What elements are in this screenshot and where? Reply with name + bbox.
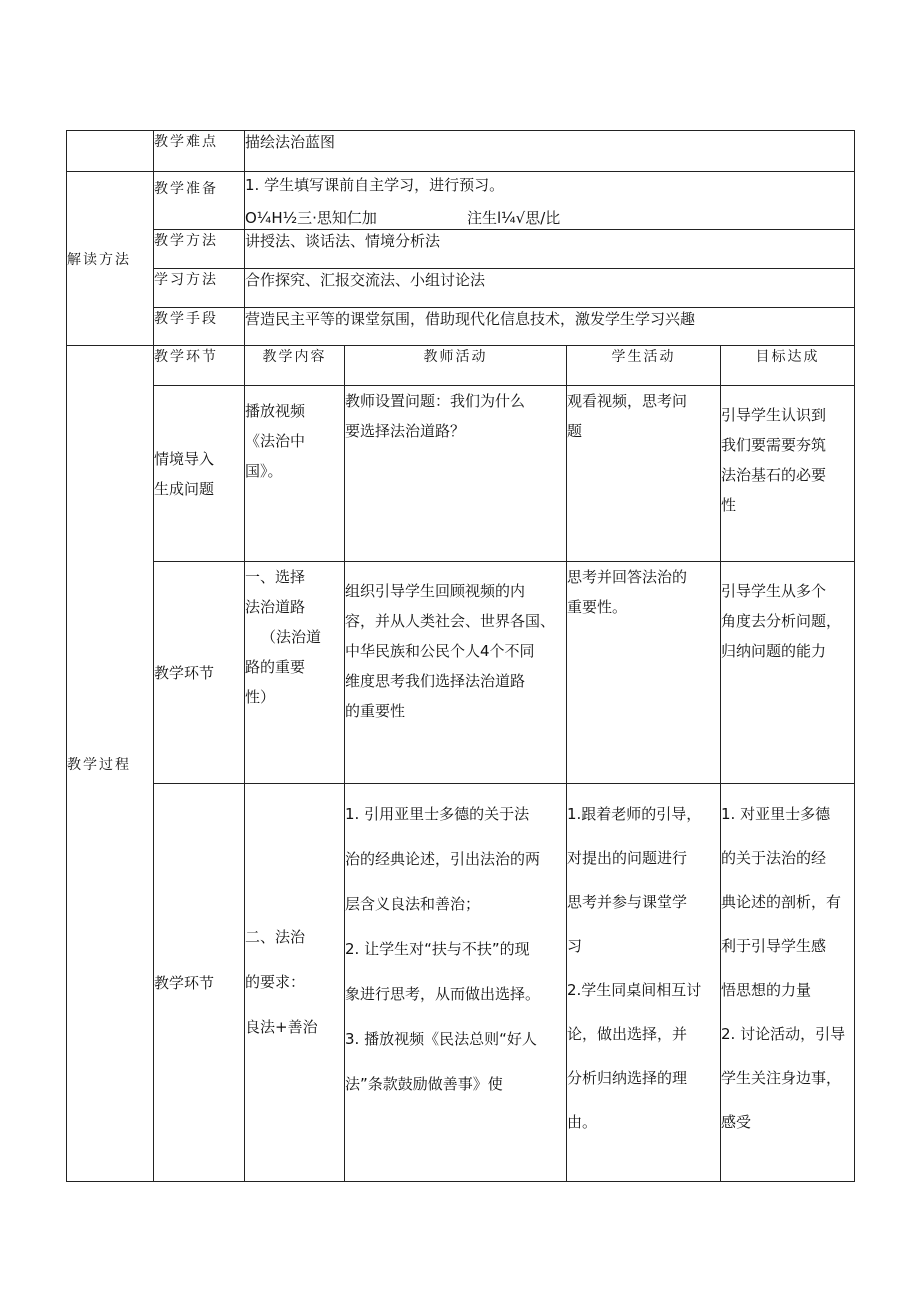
row2-teacher-activity	[345, 562, 567, 784]
row1-goal	[721, 386, 855, 562]
prep-line-1: 1. 学生填写课前自主学习，进行预习。	[245, 176, 505, 194]
row-teaching-means	[67, 308, 855, 346]
row1-content-line: 《法治中	[245, 432, 306, 450]
label-teaching-process: 教学过程	[67, 346, 154, 1182]
row3-goal-line: 学生关注身边事，	[721, 1069, 842, 1087]
row3-teacher-line: 法”条款鼓励做善事》使	[345, 1075, 503, 1093]
row2-student-activity	[567, 562, 721, 784]
row3-goal-line: 利于引导学生感	[721, 937, 827, 955]
row1-goal-line: 法治基石的必要	[721, 466, 827, 484]
header-stage: 教学环节	[154, 346, 245, 386]
row3-student-line: 分析归纳选择的理	[567, 1069, 688, 1087]
prep-line-2-right: 注生l¼√思/比	[466, 209, 561, 227]
row1-stage	[154, 386, 245, 562]
row3-student-line: 习	[567, 937, 583, 955]
header-goal: 目标达成	[721, 346, 855, 386]
row2-student-line: 思考并回答法治的	[567, 568, 688, 586]
row1-goal-line: 引导学生认识到	[721, 406, 827, 424]
row2-content-line: 性）	[245, 688, 276, 706]
row2-content-line: 法治道路	[245, 598, 306, 616]
row3-teacher-line: 象进行思考，从而做出选择。	[345, 985, 541, 1003]
row3-student-activity	[567, 784, 721, 1182]
label-teaching-means: 教学手段	[154, 308, 245, 346]
row3-student-line: 1.跟着老师的引导，	[567, 805, 702, 823]
row2-goal-line: 归纳问题的能力	[721, 642, 827, 660]
row2-teacher-line: 的重要性	[345, 702, 406, 720]
row2-goal-line: 角度去分析问题，	[721, 612, 842, 630]
row3-student-line: 论，做出选择，并	[567, 1025, 688, 1043]
row3-student-line: 由。	[567, 1113, 598, 1131]
row3-teacher-line: 1. 引用亚里士多德的关于法	[345, 805, 530, 823]
row3-content	[245, 784, 345, 1182]
header-content: 教学内容	[245, 346, 345, 386]
row-teaching-prep	[67, 172, 855, 230]
label-teaching-difficulty: 教学难点	[154, 131, 245, 172]
row3-student-line: 思考并参与课堂学	[567, 893, 688, 911]
row1-student-activity	[567, 386, 721, 562]
row2-student-line: 重要性。	[567, 598, 628, 616]
row1-student-line: 题	[567, 422, 583, 440]
value-teaching-prep	[245, 172, 855, 230]
row1-goal-line: 性	[721, 496, 737, 514]
row3-goal-line: 2. 讨论活动，引导	[721, 1025, 846, 1043]
header-student-activity: 学生活动	[567, 346, 721, 386]
value-teaching-method: 讲授法、谈话法、情境分析法	[245, 230, 855, 269]
row2-goal	[721, 562, 855, 784]
label-teaching-prep: 教学准备	[154, 172, 245, 230]
row3-teacher-activity	[345, 784, 567, 1182]
row3-teacher-line: 治的经典论述，引出法治的两	[345, 850, 541, 868]
row-learning-method	[67, 269, 855, 308]
label-interpretation-method: 解读方法	[67, 172, 154, 346]
row2-teacher-line: 维度思考我们选择法治道路	[345, 672, 526, 690]
row2-content-line: 一、选择	[245, 568, 306, 586]
row-process-headers	[67, 346, 855, 386]
row3-content-line: 良法+善治	[245, 1018, 318, 1036]
row1-content	[245, 386, 345, 562]
prep-line-2-clipped	[245, 207, 854, 227]
table-row	[67, 562, 855, 784]
row3-goal-line: 典论述的剖析，有	[721, 893, 842, 911]
label-learning-method: 学习方法	[154, 269, 245, 308]
row1-stage-line: 情境导入	[154, 449, 215, 468]
row-teaching-difficulty	[67, 131, 855, 172]
row3-content-line: 二、法治	[245, 928, 306, 946]
row2-goal-line: 引导学生从多个	[721, 582, 827, 600]
row3-goal	[721, 784, 855, 1182]
row3-teacher-line: 层含义良法和善治；	[345, 895, 481, 913]
lesson-plan-table	[66, 130, 855, 1182]
row2-stage: 教学环节	[154, 562, 245, 784]
row3-teacher-line: 2. 让学生对“扶与不扶”的现	[345, 940, 530, 958]
row2-content-line: （法治道	[261, 628, 322, 646]
row2-teacher-line: 组织引导学生回顾视频的内	[345, 582, 526, 600]
label-teaching-method: 教学方法	[154, 230, 245, 269]
row3-stage: 教学环节	[154, 784, 245, 1182]
row3-student-line: 2.学生同桌间相互讨	[567, 981, 702, 999]
row1-teacher-activity	[345, 386, 567, 562]
row2-content	[245, 562, 345, 784]
value-teaching-difficulty: 描绘法治蓝图	[245, 131, 855, 172]
value-learning-method: 合作探究、汇报交流法、小组讨论法	[245, 269, 855, 308]
table-row	[67, 386, 855, 562]
prep-line-2-left: O¼H½三·思知仁加	[245, 209, 377, 227]
row1-content-line: 国》。	[245, 462, 283, 480]
value-teaching-means: 营造民主平等的课堂氛围，借助现代化信息技术，激发学生学习兴趣	[245, 308, 855, 346]
row1-stage-line: 生成问题	[154, 479, 215, 498]
row1-teacher-line: 教师设置问题：我们为什么	[345, 392, 526, 410]
row1-student-line: 观看视频，思考问	[567, 392, 688, 410]
empty-cell	[67, 131, 154, 172]
row3-goal-line: 悟思想的力量	[721, 981, 812, 999]
row3-content-line: 的要求：	[245, 973, 306, 991]
row3-goal-line: 感受	[721, 1113, 752, 1131]
row3-teacher-line: 3. 播放视频《民法总则“好人	[345, 1030, 537, 1048]
row3-student-line: 对提出的问题进行	[567, 849, 688, 867]
row-teaching-method	[67, 230, 855, 269]
row2-content-line: 路的重要	[245, 658, 306, 676]
table-row	[67, 784, 855, 1182]
row1-goal-line: 我们要需要夯筑	[721, 436, 827, 454]
row1-teacher-line: 要选择法治道路？	[345, 422, 466, 440]
row1-content-line: 播放视频	[245, 402, 306, 420]
row2-teacher-line: 中华民族和公民个人4个不同	[345, 642, 535, 660]
row2-teacher-line: 容，并从人类社会、世界各国、	[345, 612, 556, 630]
header-teacher-activity: 教师活动	[345, 346, 567, 386]
row3-goal-line: 1. 对亚里士多德	[721, 805, 831, 823]
row3-goal-line: 的关于法治的经	[721, 849, 827, 867]
